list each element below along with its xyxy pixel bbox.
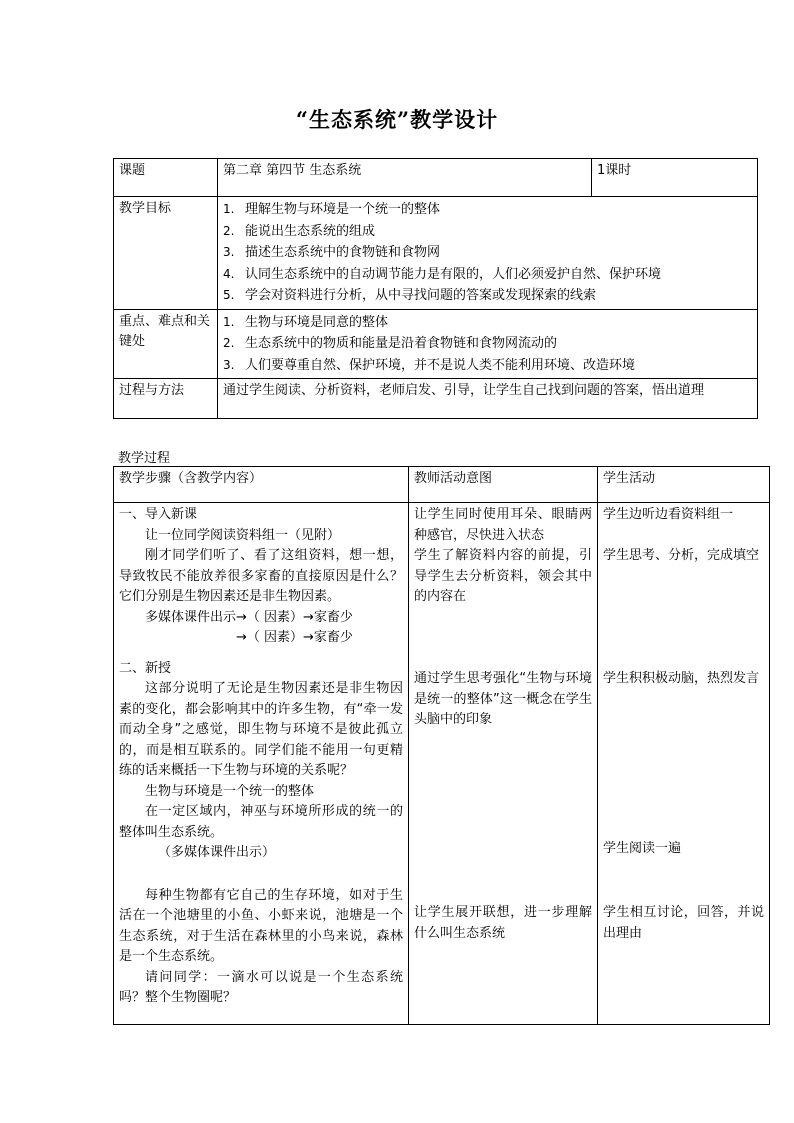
- key-points-cell: [218, 309, 758, 379]
- list-item: 5. 学会对资料进行分析，从中寻找问题的答案或发现探索的线索: [223, 288, 597, 303]
- table-row: [114, 503, 770, 1025]
- list-item: 1. 生物与环境是同意的整体: [223, 314, 389, 330]
- list-item: 2. 能说出生态系统的组成: [223, 223, 376, 239]
- list-item: 3. 人们要尊重自然、保护环境，并不是说人类不能利用环境、改造环境: [223, 357, 636, 373]
- student-activity: 学生边听边看资料组一: [603, 507, 734, 522]
- label-key-points: 重点、难点和关键处: [114, 309, 218, 379]
- topic-value: 第二章 第四节 生态系统: [218, 159, 592, 197]
- info-table: [113, 158, 758, 419]
- lesson-hours: 1课时: [592, 159, 758, 197]
- header-steps: 教学步骤（含教学内容）: [114, 467, 409, 503]
- header-student: 学生活动: [598, 467, 770, 503]
- student-activity: 学生思考、分析，完成填空: [603, 548, 760, 563]
- label-topic: 课题: [114, 159, 218, 197]
- methods-value: 通过学生阅读、分析资料，老师启发、引导，让学生自己找到问题的答案，悟出道理: [218, 379, 758, 419]
- student-cell: [598, 503, 770, 1025]
- list-item: 2. 生态系统中的物质和能量是沿着食物链和食物网流动的: [223, 336, 558, 351]
- list-item: 4. 认同生态系统中的自动调节能力是有限的，人们必须爱护自然、保护环境: [223, 266, 662, 282]
- label-objectives: 教学目标: [114, 197, 218, 310]
- steps-cell: [114, 503, 409, 1025]
- table-row: [114, 197, 758, 310]
- table-row: [114, 309, 758, 379]
- step-text: 请问同学：一滴水可以说是一个生态系统吗？整个生物圈呢？: [119, 969, 403, 1005]
- teacher-intent: 让学生同时使用耳朵、眼睛两种感官，尽快进入状态: [414, 507, 592, 543]
- student-activity: 学生积积极动脑，热烈发言: [603, 671, 760, 686]
- step-text: 每种生物都有它自己的生存环境，如对于生活在一个池塘里的小鱼、小虾来说，池塘是一个生态系统，对于生活在森林里的小鸟来说，森林是一个生态系统。: [119, 887, 403, 964]
- step-text: 这部分说明了无论是生物因素还是非生物因素的变化，都会影响其中的许多生物，有“牵一发而动全身”之感觉，即生物与环境不是彼此孤立的，而是相互联系的。同学们能不能用一句更精练的话来概括一下生物与环境的关系呢？: [119, 681, 403, 778]
- teacher-intent: 让学生展开联想，进一步理解什么叫生态系统: [414, 905, 592, 941]
- table-row: [114, 379, 758, 419]
- step-text: （多媒体课件出示）: [158, 845, 276, 860]
- list-item: 3. 描述生态系统中的食物链和食物网: [223, 245, 441, 260]
- process-table: [113, 466, 770, 1025]
- page-title: “生态系统”教学设计: [295, 107, 499, 132]
- step-text: →（ 因素）→家畜少: [236, 630, 353, 645]
- section-title: 二、新授: [119, 660, 172, 676]
- teacher-intent: 学生了解资料内容的前提，引导学生去分析资料，领会其中的内容在: [414, 548, 592, 604]
- header-teacher: 教师活动意图: [409, 467, 598, 503]
- teacher-intent: 通过学生思考强化“生物与环境是统一的整体”这一概念在学生头脑中的印象: [414, 671, 592, 727]
- step-text: 生物与环境是一个统一的整体: [145, 783, 315, 799]
- step-text: 让一位同学阅读资料组一（见附）: [145, 527, 341, 543]
- objectives-cell: [218, 197, 758, 310]
- step-text: 在一定区域内，神巫与环境所形成的统一的整体叫生态系统。: [119, 804, 403, 840]
- step-text: 多媒体课件出示→（ 因素）→家畜少: [145, 609, 353, 625]
- student-activity: 学生阅读一遍: [603, 841, 682, 856]
- table-row: [114, 159, 758, 197]
- label-methods: 过程与方法: [114, 379, 218, 419]
- step-text: 刚才同学们听了、看了这组资料，想一想，导致牧民不能放养很多家畜的直接原因是什么？它们分别是生物因素还是非生物因素。: [119, 548, 403, 604]
- section-title: 一、导入新课: [119, 507, 198, 522]
- student-activity: 学生相互讨论，回答，并说出理由: [603, 905, 764, 941]
- table-header-row: [114, 467, 770, 503]
- list-item: 1. 理解生物与环境是一个统一的整体: [223, 202, 441, 217]
- teacher-cell: [409, 503, 598, 1025]
- process-caption: 教学过程: [118, 451, 171, 466]
